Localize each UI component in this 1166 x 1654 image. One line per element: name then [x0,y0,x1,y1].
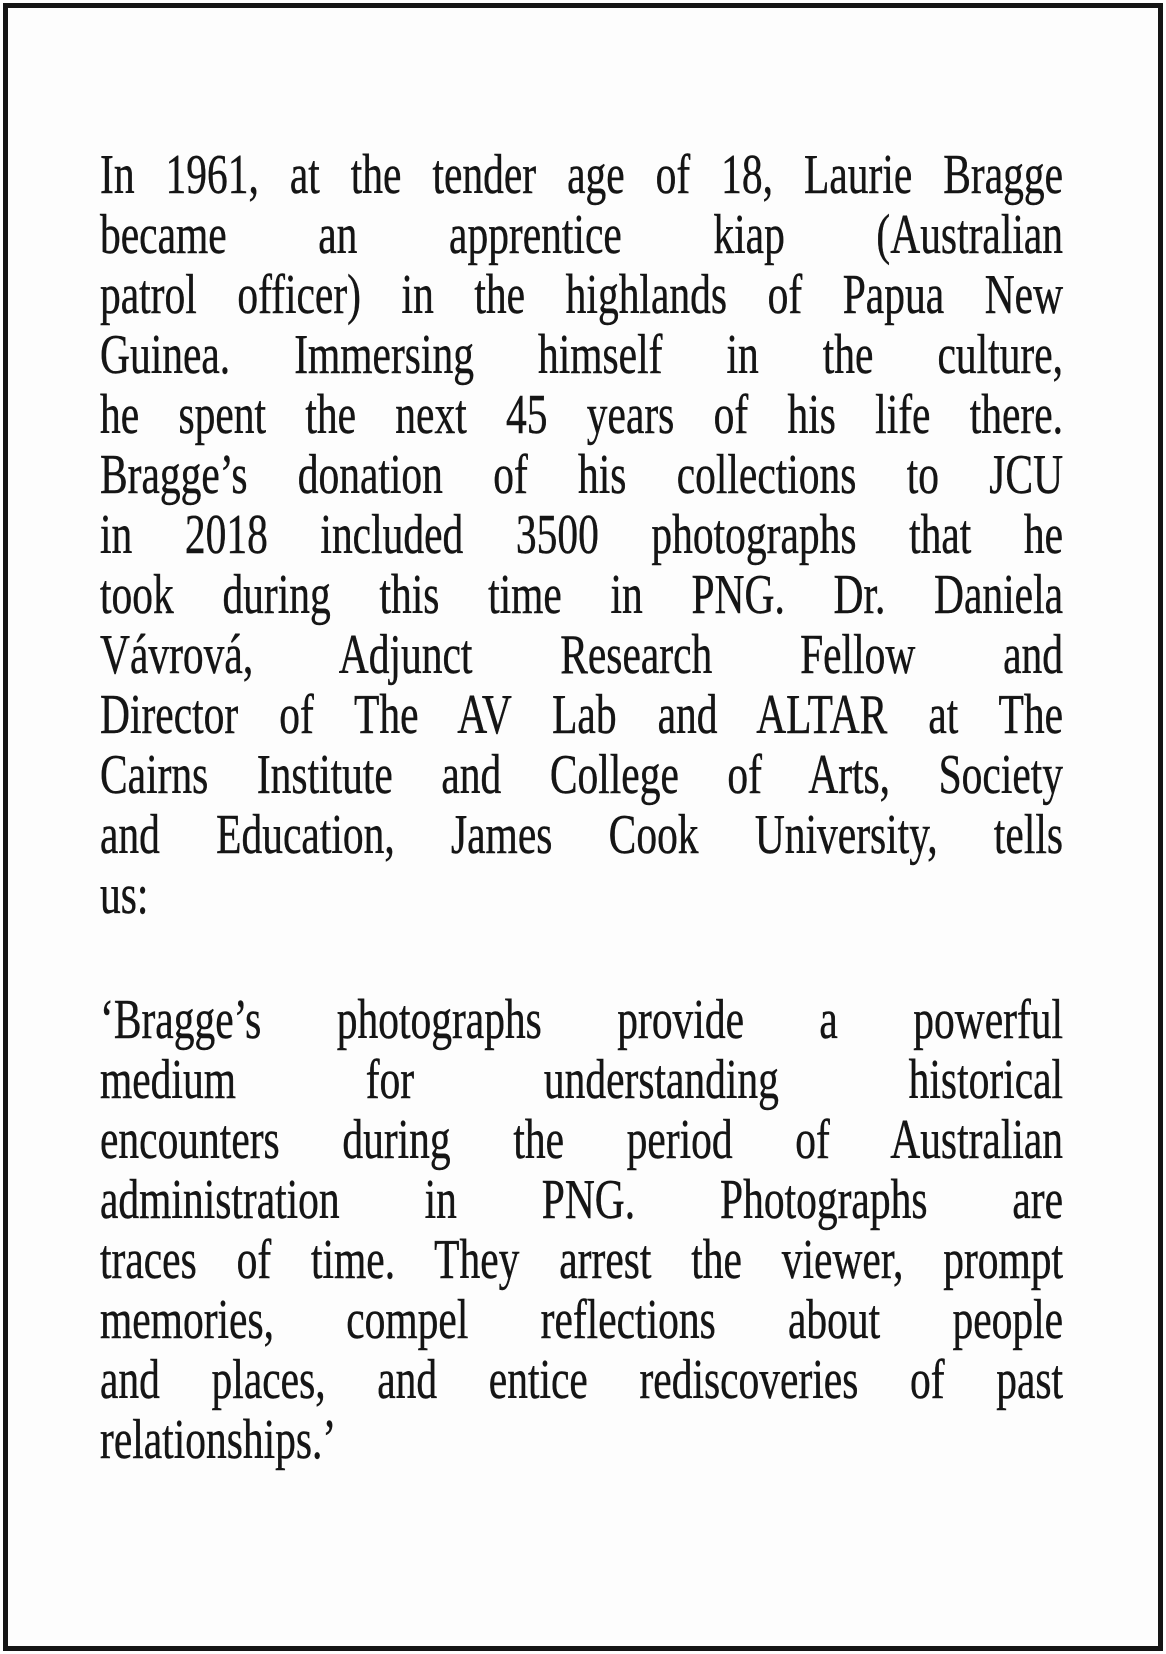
text-line: Vávrová, Adjunct Research Fellow and [100,624,1064,686]
text-line: Bragge’s donation of his collections to JCU [100,444,1064,506]
text-line: patrol officer) in the highlands of Papua New [100,264,1064,326]
text-line: ‘Bragge’s photographs provide a powerful [100,989,1064,1051]
text-line: Guinea. Immersing himself in the culture, [100,324,1064,386]
text-line: took during this time in PNG. Dr. Daniela [100,564,1064,626]
text-line: and Education, James Cook University, tells [100,804,1064,866]
text-line: in 2018 included 3500 photographs that he [100,504,1064,566]
text-line: us: [100,864,149,926]
text-line: Director of The AV Lab and ALTAR at The [100,684,1064,746]
text-line: Cairns Institute and College of Arts, Society [100,744,1064,806]
text-line: and places, and entice rediscoveries of past [100,1349,1064,1411]
text-line: traces of time. They arrest the viewer, prompt [100,1229,1064,1291]
article-text-block [100,145,1166,1470]
paragraph [100,990,1166,1470]
text-line: became an apprentice kiap (Australian [100,204,1064,266]
document-page [3,3,1163,1651]
text-line: administration in PNG. Photographs are [100,1169,1064,1231]
text-line: medium for understanding historical [100,1049,1064,1111]
text-line: memories, compel reflections about people [100,1289,1064,1351]
text-line: encounters during the period of Australian [100,1109,1064,1171]
paragraph [100,145,1166,925]
text-line: he spent the next 45 years of his life there. [100,384,1064,446]
text-line: relationships.’ [100,1409,337,1471]
text-line: In 1961, at the tender age of 18, Laurie Bragge [100,144,1064,206]
